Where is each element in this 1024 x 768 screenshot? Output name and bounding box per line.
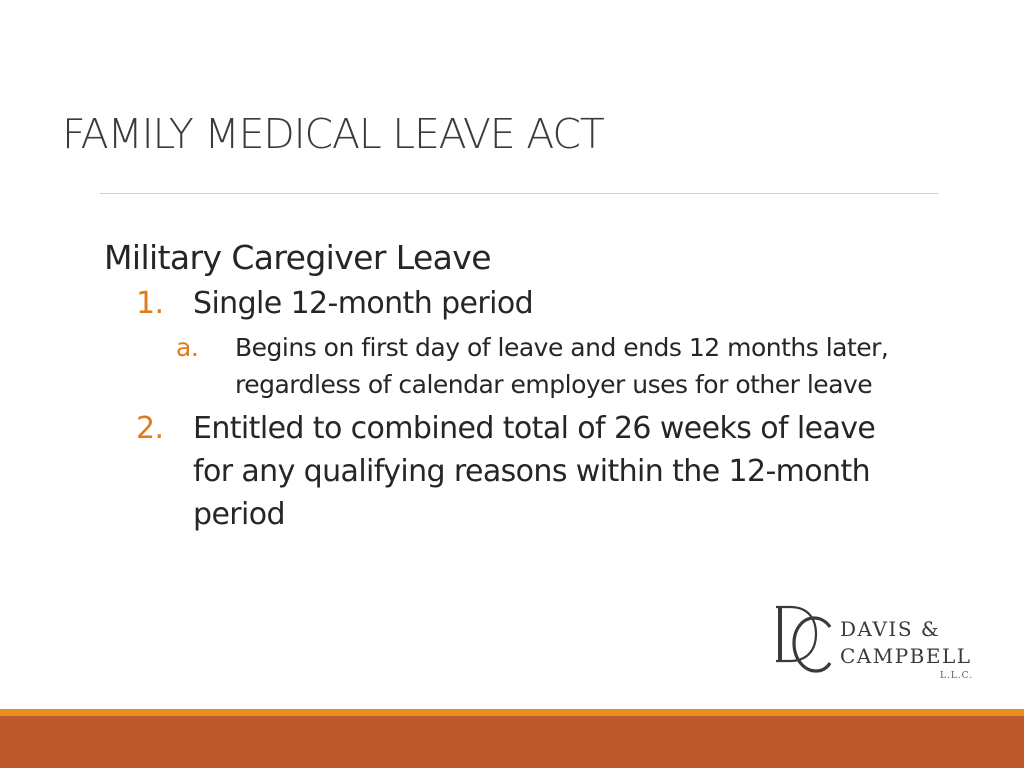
footer-band xyxy=(0,716,1024,768)
list-item xyxy=(104,282,904,325)
slide-title: FAMILY MEDICAL LEAVE ACT xyxy=(62,110,604,158)
list-item xyxy=(104,407,883,536)
list-item-text: Entitled to combined total of 26 weeks of leave for any qualifying reasons within the 12-month period xyxy=(193,411,876,532)
title-divider xyxy=(100,193,938,194)
company-logo xyxy=(776,603,976,688)
logo-text-line3: L.L.C. xyxy=(940,671,974,681)
list-item-text: Single 12-month period xyxy=(193,286,534,321)
logo-text-line1: DAVIS & xyxy=(840,617,941,641)
dc-monogram-icon xyxy=(776,603,838,675)
list-marker: 2. xyxy=(136,411,164,446)
logo-text-line2: CAMPBELL xyxy=(840,644,972,668)
footer-accent-band xyxy=(0,709,1024,716)
list-marker: 1. xyxy=(136,286,164,321)
sub-list-item-text: Begins on first day of leave and ends 12 months later, regardless of calendar employer uses for other leave xyxy=(235,333,889,399)
sub-list-item xyxy=(104,329,895,403)
slide-content xyxy=(104,236,904,536)
sub-list-marker: a. xyxy=(176,333,199,362)
content-heading: Military Caregiver Leave xyxy=(104,238,491,277)
